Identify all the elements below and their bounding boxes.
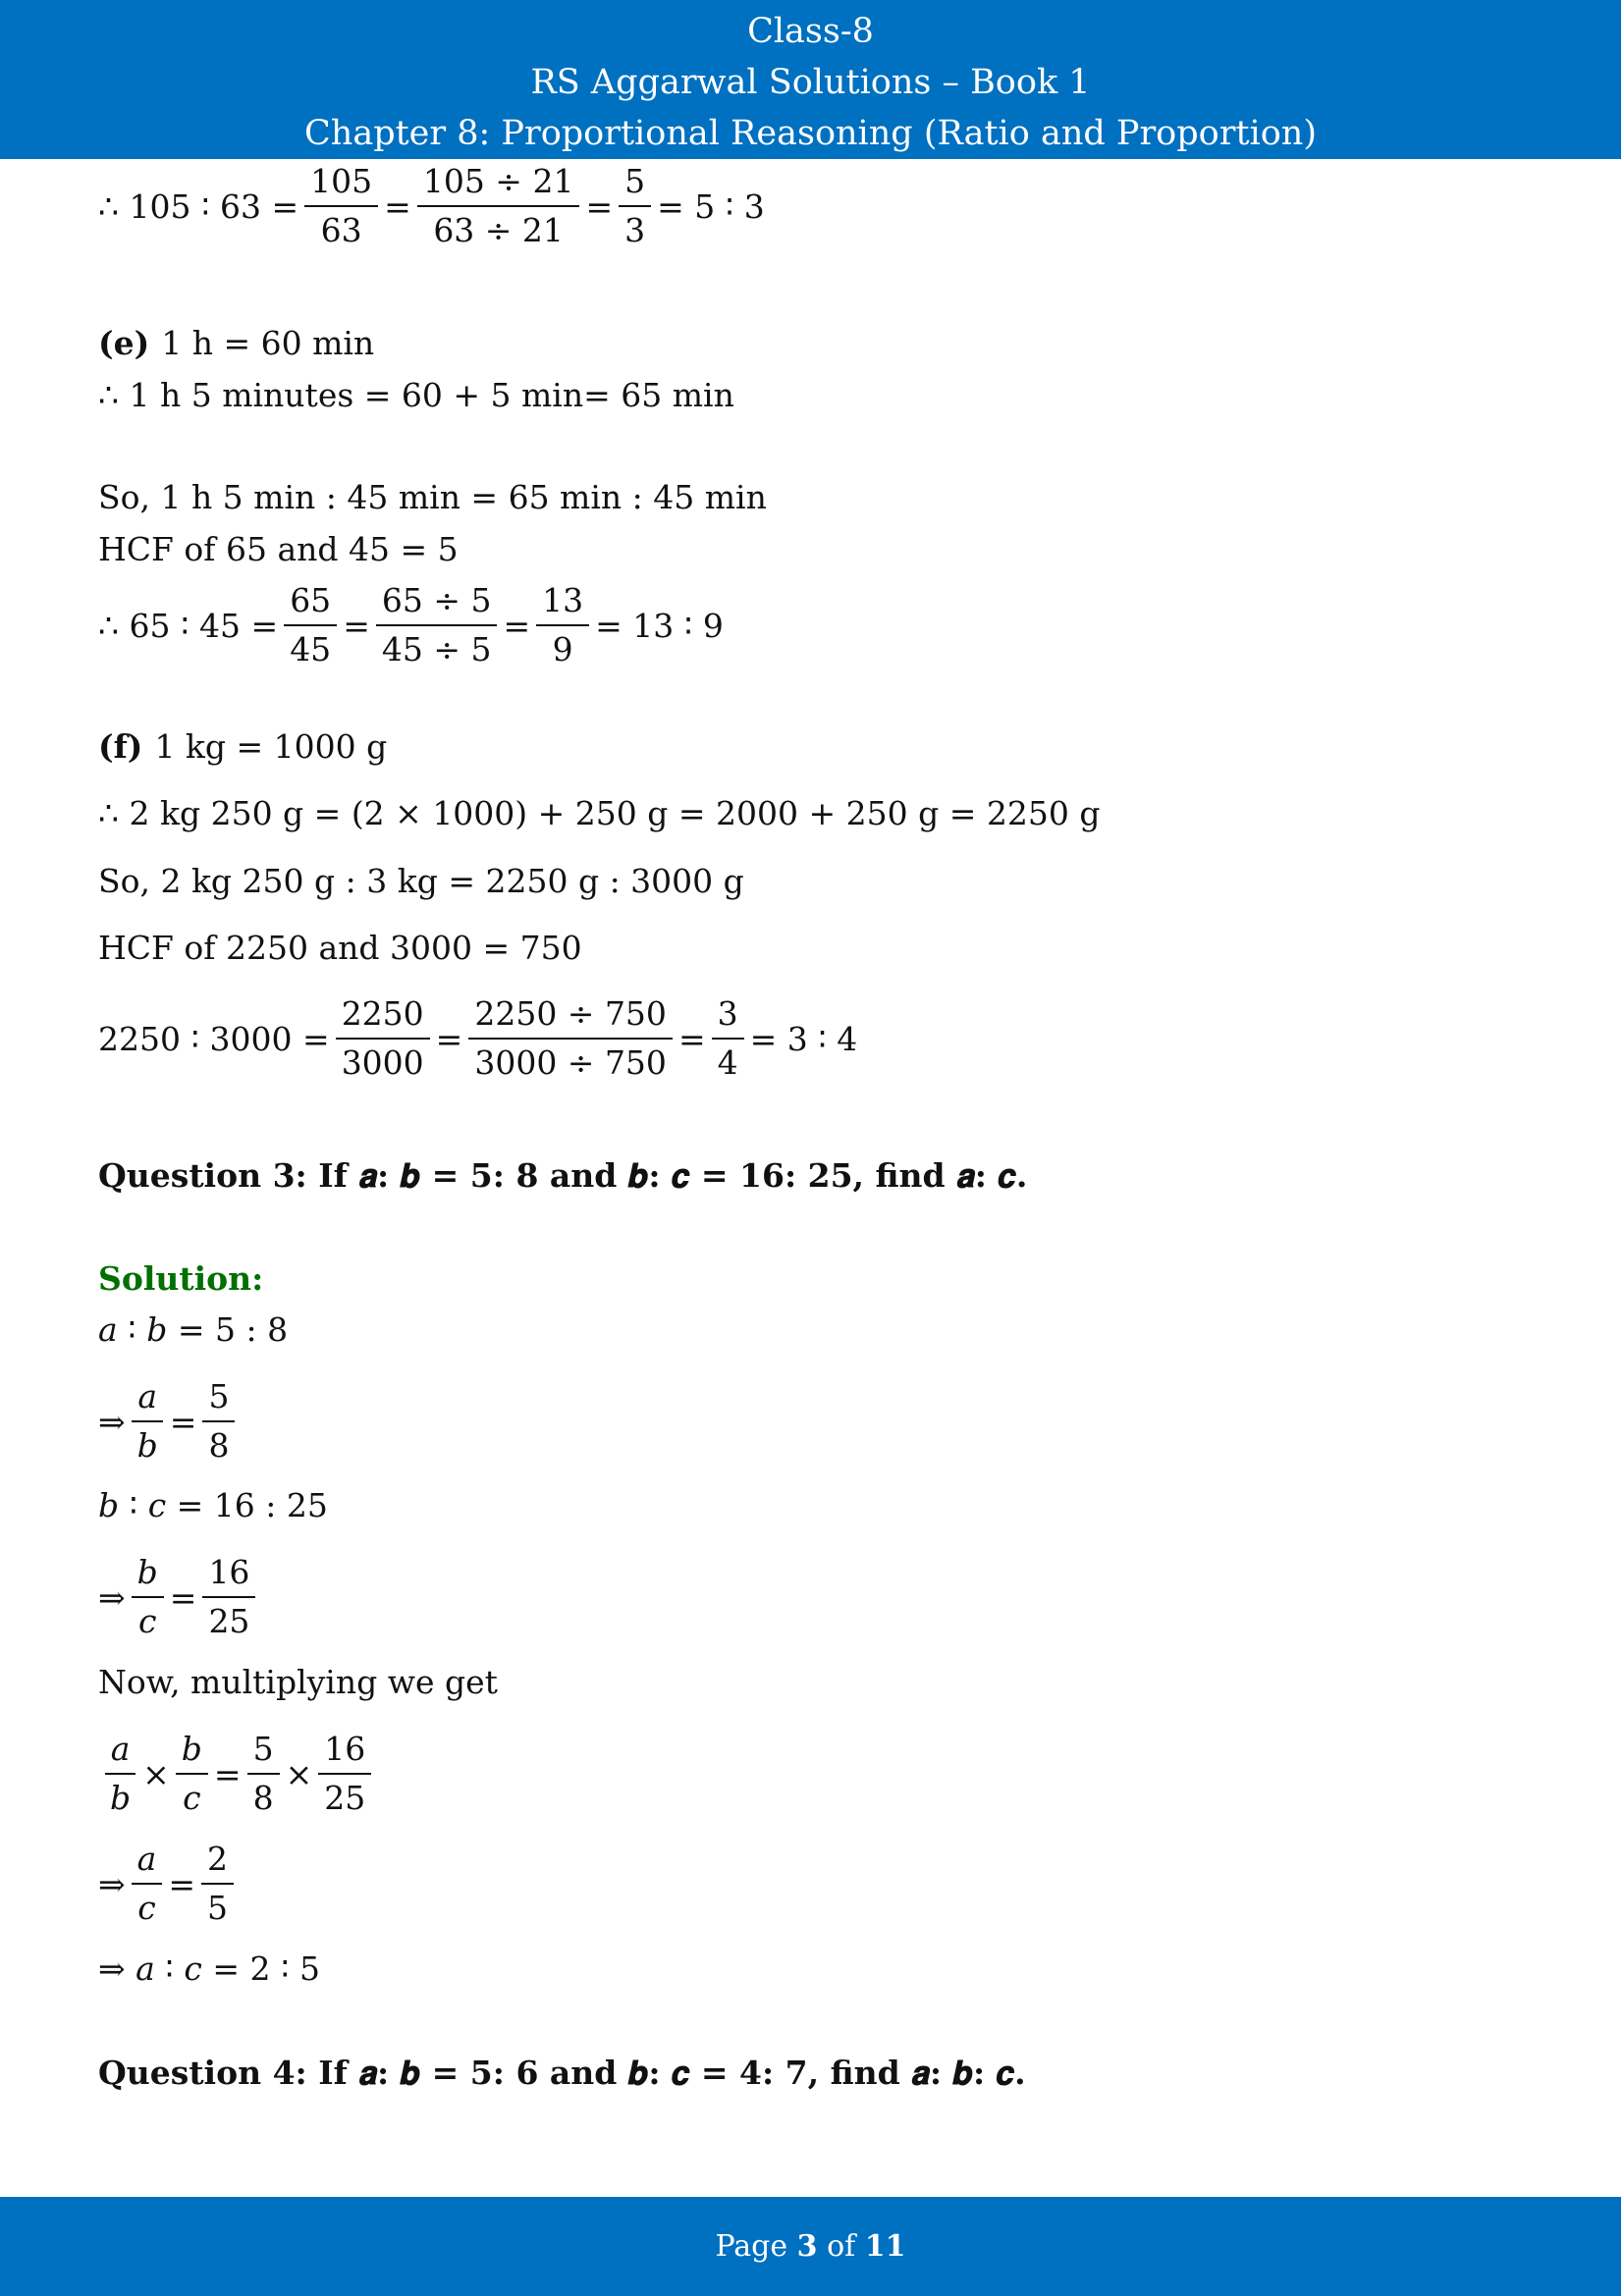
- fraction: $\frac{2250}{3000}$: [336, 994, 430, 1083]
- solution-line4: [98, 1553, 261, 1641]
- solution-label: Solution:: [98, 1259, 264, 1298]
- equation-105-63: [98, 162, 765, 250]
- page-prefix: Page: [715, 2229, 797, 2264]
- eq-text: = 3 ∶ 4: [749, 1019, 858, 1058]
- eq-sign: =: [677, 1019, 706, 1058]
- fraction: $\frac{\text{𝑎}}{\text{𝑐}}$: [132, 1840, 163, 1928]
- fraction: $\frac{5}{8}$: [202, 1377, 235, 1466]
- header-class: Class-8: [747, 12, 874, 51]
- page-footer: [0, 2197, 1621, 2296]
- solution-line7: [98, 1840, 240, 1928]
- fraction: $\frac{16}{25}$: [202, 1553, 255, 1641]
- text-line: 1 kg = 1000 g: [154, 727, 388, 766]
- eq-sign: =: [168, 1864, 195, 1903]
- page-of: of: [817, 2229, 865, 2264]
- question-4: Question 4: If 𝒂: 𝒃 = 𝟓: 𝟔 and 𝒃: 𝒄 = 𝟒: 𝟕, find 𝒂: 𝒃: 𝒄.: [98, 2054, 1026, 2092]
- part-e-line3: So, 1 h 5 min : 45 min = 65 min : 45 min: [98, 478, 767, 516]
- solution-line6: [98, 1730, 377, 1818]
- eq-sign: =: [435, 1019, 463, 1058]
- fraction: $\frac{105}{63}$: [304, 162, 378, 250]
- part-label: (e): [98, 324, 150, 362]
- fraction: $\frac{3}{4}$: [712, 994, 744, 1083]
- solution-line5: Now, multiplying we get: [98, 1663, 498, 1701]
- part-f-line1: [98, 727, 387, 766]
- part-label: (f): [98, 727, 143, 766]
- eq-text: ∴ 65 ∶ 45 =: [98, 606, 279, 645]
- fraction: $\frac{\text{𝑏}}{\text{𝑐}}$: [176, 1730, 208, 1818]
- question-3: Question 3: If 𝒂: 𝒃 = 𝟓: 𝟖 and 𝒃: 𝒄 = 𝟏𝟔: 𝟐𝟓, find 𝒂: 𝒄.: [98, 1156, 1028, 1195]
- times-sign: ×: [142, 1754, 170, 1793]
- part-f-line2: ∴ 2 kg 250 g = (2 × 1000) + 250 g = 2000 + 250 g = 2250 g: [98, 794, 1101, 832]
- eq-sign: =: [169, 1577, 197, 1617]
- eq-text: 2250 ∶ 3000 =: [98, 1019, 330, 1058]
- part-e-line1: [98, 324, 374, 362]
- equation-2250-3000: [98, 994, 857, 1083]
- solution-line2: [98, 1377, 241, 1466]
- fraction: $\frac{2}{5}$: [201, 1840, 234, 1928]
- fraction: $\frac{5}{3}$: [619, 162, 651, 250]
- eq-text: = 13 ∶ 9: [595, 606, 724, 645]
- fraction: $\frac{\text{𝑏}}{\text{𝑐}}$: [132, 1553, 164, 1641]
- eq-sign: =: [384, 187, 411, 226]
- page-total: 11: [864, 2229, 906, 2264]
- equation-65-45: [98, 581, 724, 669]
- times-sign: ×: [285, 1754, 313, 1793]
- header-chapter: Chapter 8: Proportional Reasoning (Ratio and Proportion): [304, 114, 1317, 153]
- fraction: $\frac{65}{45}$: [284, 581, 337, 669]
- page-header: [0, 0, 1621, 159]
- solution-line3: 𝑏 ∶ 𝑐 = 16 : 25: [98, 1486, 328, 1524]
- solution-line1: 𝑎 ∶ 𝑏 = 5 : 8: [98, 1310, 289, 1349]
- eq-text: = 5 ∶ 3: [657, 187, 765, 226]
- text-line: 1 h = 60 min: [161, 324, 375, 362]
- solution-line8: ⇒ 𝑎 ∶ 𝑐 = 2 ∶ 5: [98, 1949, 321, 1988]
- eq-sign: =: [343, 606, 370, 645]
- fraction: $\frac{\text{𝑎}}{\text{𝑏}}$: [132, 1377, 164, 1466]
- fraction: $\frac{13}{9}$: [536, 581, 589, 669]
- fraction: $\frac{2250 \div 750}{3000 \div 750}$: [468, 994, 673, 1083]
- eq-sign: =: [503, 606, 531, 645]
- implies-sign: ⇒: [98, 1402, 126, 1441]
- eq-sign: =: [169, 1402, 197, 1441]
- part-f-line4: HCF of 2250 and 3000 = 750: [98, 929, 582, 967]
- fraction: $\frac{65 \div 5}{45 \div 5}$: [376, 581, 498, 669]
- page-number: 3: [796, 2229, 818, 2264]
- eq-text: ∴ 105 ∶ 63 =: [98, 187, 299, 226]
- part-e-line2: ∴ 1 h 5 minutes = 60 + 5 min= 65 min: [98, 376, 734, 414]
- header-book: RS Aggarwal Solutions – Book 1: [530, 63, 1091, 102]
- part-f-line3: So, 2 kg 250 g : 3 kg = 2250 g : 3000 g: [98, 862, 744, 900]
- fraction: $\frac{\text{𝑎}}{\text{𝑏}}$: [104, 1730, 136, 1818]
- implies-sign: ⇒: [98, 1864, 126, 1903]
- eq-sign: =: [213, 1754, 242, 1793]
- part-e-line4: HCF of 65 and 45 = 5: [98, 530, 459, 568]
- eq-sign: =: [585, 187, 614, 226]
- fraction: $\frac{5}{8}$: [247, 1730, 280, 1818]
- implies-sign: ⇒: [98, 1577, 126, 1617]
- fraction: $\frac{105 \div 21}{63 \div 21}$: [417, 162, 580, 250]
- fraction: $\frac{16}{25}$: [318, 1730, 371, 1818]
